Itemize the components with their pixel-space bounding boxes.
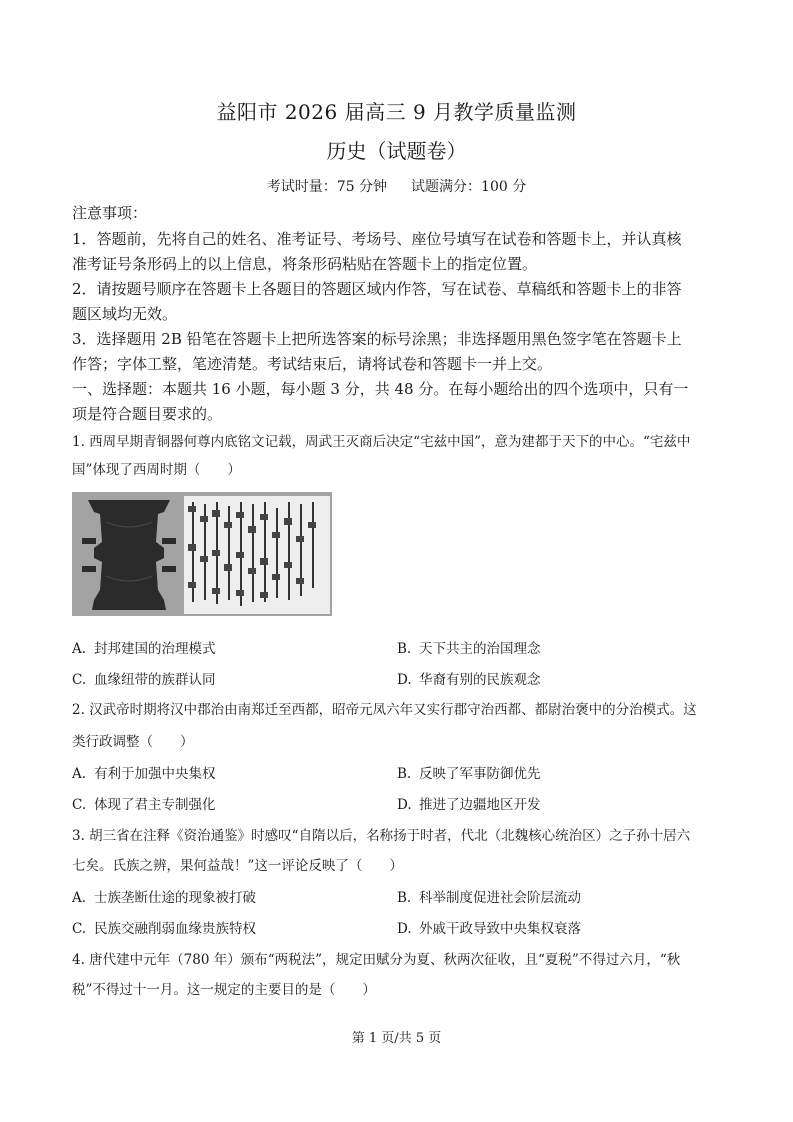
notice-line: 1．答题前，先将自己的姓名、准考证号、考场号、座位号填写在试卷和答题卡上，并认真核	[72, 230, 682, 248]
question-1-stem: 1. 西周早期青铜器何尊内底铭文记载，周武王灭商后决定“宅兹中国”，意为建都于天下的中心。“宅兹中	[72, 434, 691, 450]
question-1-option-c	[72, 668, 216, 688]
exam-score: 试题满分：100 分	[411, 179, 527, 195]
question-2-stem: 2. 汉武帝时期将汉中郡治由南郑迁至西都，昭帝元凤六年又实行郡守治西都、都尉治褒中的分治模式。这	[72, 702, 697, 718]
option-text: 封邦建国的治理模式	[94, 641, 216, 657]
option-text: 推进了边疆地区开发	[419, 797, 541, 813]
option-letter: C.	[72, 797, 87, 813]
question-3-option-a	[72, 886, 256, 906]
option-letter: B.	[397, 890, 412, 906]
option-text: 天下共主的治国理念	[419, 641, 541, 657]
question-2-option-d	[397, 793, 541, 813]
page-title: 益阳市 2026 届高三 9 月教学质量监测	[216, 100, 577, 124]
question-1-option-a	[72, 637, 216, 657]
option-text: 外戚干政导致中央集权衰落	[419, 921, 581, 937]
bronze-vessel-figure	[72, 492, 332, 616]
option-letter: B.	[397, 766, 412, 782]
option-letter: D.	[397, 921, 412, 937]
question-2-option-c	[72, 793, 216, 813]
question-1-option-b	[397, 637, 541, 657]
option-text: 华裔有别的民族观念	[419, 672, 541, 688]
option-text: 反映了军事防御优先	[419, 766, 541, 782]
option-text: 士族垄断仕途的现象被打破	[94, 890, 256, 906]
option-letter: A.	[72, 890, 87, 906]
question-2-stem: 类行政调整（ ）	[72, 734, 194, 750]
notice-line: 2．请按题号顺序在答题卡上各题目的答题区域内作答，写在试卷、草稿纸和答题卡上的非答	[72, 280, 682, 298]
exam-time: 考试时量：75 分钟	[266, 179, 388, 195]
question-3-option-c	[72, 917, 256, 937]
question-2-option-b	[397, 762, 541, 782]
option-text: 体现了君主专制强化	[94, 797, 216, 813]
notice-line: 题区域均无效。	[72, 305, 178, 323]
question-4-stem: 4. 唐代建中元年（780 年）颁布“两税法”，规定田赋分为夏、秋两次征收，且“夏税”不得过六月，“秋	[72, 952, 681, 968]
option-letter: B.	[397, 641, 412, 657]
option-text: 有利于加强中央集权	[94, 766, 216, 782]
notice-line: 3．选择题用 2B 铅笔在答题卡上把所选答案的标号涂黑；非选择题用黑色签字笔在答题卡上	[72, 330, 682, 348]
option-letter: C.	[72, 672, 87, 688]
question-3-option-d	[397, 917, 581, 937]
option-letter: A.	[72, 641, 87, 657]
question-3-option-b	[397, 886, 581, 906]
option-text: 血缘纽带的族群认同	[94, 672, 216, 688]
question-2-option-a	[72, 762, 216, 782]
option-letter: C.	[72, 921, 87, 937]
page-footer: 第 1 页/共 5 页	[351, 1031, 442, 1046]
option-text: 科举制度促进社会阶层流动	[419, 890, 581, 906]
option-letter: A.	[72, 766, 87, 782]
section-heading: 一、选择题：本题共 16 小题，每小题 3 分，共 48 分。在每小题给出的四个选项中，只有一	[72, 380, 689, 398]
question-3-stem: 七矣。氏族之辨，果何益哉！”这一评论反映了（ ）	[72, 858, 403, 874]
option-text: 民族交融削弱血缘贵族特权	[94, 921, 256, 937]
notice-line: 准考证号条形码上的以上信息，将条形码粘贴在答题卡上的指定位置。	[72, 255, 538, 273]
option-letter: D.	[397, 672, 412, 688]
question-4-stem: 税”不得过十一月。这一规定的主要目的是（ ）	[72, 982, 376, 998]
notice-heading: 注意事项：	[72, 204, 148, 222]
question-1-stem: 国”体现了西周时期（ ）	[72, 462, 241, 478]
question-1-option-d	[397, 668, 541, 688]
exam-info	[0, 176, 793, 196]
option-letter: D.	[397, 797, 412, 813]
question-3-stem: 3. 胡三省在注释《资治通鉴》时感叹“自隋以后，名称扬于时者，代北（北魏核心统治区）之子孙十居六	[72, 828, 691, 844]
section-heading: 项是符合题目要求的。	[72, 405, 223, 423]
notice-line: 作答；字体工整，笔迹清楚。考试结束后，请将试卷和答题卡一并上交。	[72, 355, 553, 373]
page-subtitle: 历史（试题卷）	[326, 139, 467, 163]
